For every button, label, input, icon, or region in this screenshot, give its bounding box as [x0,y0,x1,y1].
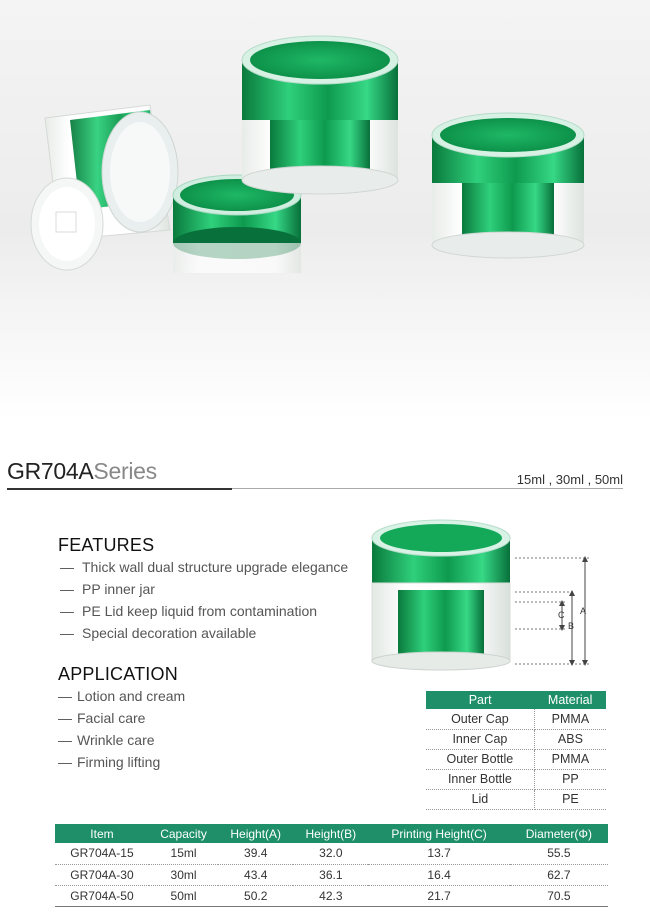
table-row [426,709,606,729]
column-header: Height(B) [293,824,368,843]
dimension-label-c: C [558,610,565,620]
list-item: — Special decoration available [60,625,257,641]
application-text: Lotion and cream [77,688,186,704]
table-cell: 39.4 [218,843,293,864]
table-cell: 50ml [149,885,218,906]
column-header: Height(A) [218,824,293,843]
features-list [60,556,348,644]
series-title [7,458,157,485]
feature-text: Special decoration available [82,625,257,641]
spec-table [55,824,608,907]
table-cell: GR704A-15 [55,843,149,864]
table-row [55,864,608,885]
open-lid [31,178,103,270]
jar-dimension-drawing [360,510,610,680]
list-item: — Thick wall dual structure upgrade elegance [60,559,349,575]
features-heading: FEATURES [58,535,155,555]
series-code: GR704A [7,458,94,484]
table-cell: PMMA [534,749,606,769]
table-row [426,729,606,749]
table-cell: Inner Cap [426,729,534,749]
table-row [426,789,606,809]
table-header-row [55,824,608,843]
title-rule [232,488,623,489]
table-cell: PP [534,769,606,789]
feature-text: PE Lid keep liquid from contamination [82,603,318,619]
table-cell: 21.7 [368,885,509,906]
application-list [58,685,185,773]
table-cell: 16.4 [368,864,509,885]
table-cell: ABS [534,729,606,749]
application-heading: APPLICATION [58,664,178,684]
table-cell: PMMA [534,709,606,729]
table-cell: Outer Cap [426,709,534,729]
column-header: Printing Height(C) [368,824,509,843]
column-header: Diameter(Φ) [510,824,608,843]
list-item: — PE Lid keep liquid from contamination [60,603,318,619]
table-cell: 62.7 [510,864,608,885]
table-cell: 15ml [149,843,218,864]
table-cell: 13.7 [368,843,509,864]
capacity-list: 15ml , 30ml , 50ml [516,472,623,487]
table-cell: 36.1 [293,864,368,885]
column-header: Item [55,824,149,843]
series-suffix: Series [93,458,157,484]
table-cell: 32.0 [293,843,368,864]
table-cell: 42.3 [293,885,368,906]
column-header: Material [534,691,606,709]
dimension-diagram [360,510,610,680]
list-item: — PP inner jar [60,581,155,597]
application-text: Firming lifting [77,754,161,770]
table-cell: 50.2 [218,885,293,906]
table-cell: 70.5 [510,885,608,906]
table-cell: Lid [426,789,534,809]
table-cell: GR704A-30 [55,864,149,885]
jar-illustration [0,0,650,420]
application-text: Wrinkle care [77,732,155,748]
table-cell: 55.5 [510,843,608,864]
table-cell: PE [534,789,606,809]
table-row [55,843,608,864]
table-cell: Inner Bottle [426,769,534,789]
feature-text: Thick wall dual structure upgrade elegance [82,559,349,575]
title-underline [7,488,232,490]
application-text: Facial care [77,710,146,726]
dimension-label-b: B [568,621,575,631]
table-cell: Outer Bottle [426,749,534,769]
table-row [55,885,608,906]
tall-jar [242,36,398,194]
table-cell: GR704A-50 [55,885,149,906]
column-header: Capacity [149,824,218,843]
feature-text: PP inner jar [82,581,155,597]
table-header-row [426,691,606,709]
table-cell: 30ml [149,864,218,885]
table-row [426,769,606,789]
column-header: Part [426,691,534,709]
material-table [426,691,606,810]
product-photo [0,0,650,420]
list-item: — Facial care [58,710,146,726]
list-item: — Lotion and cream [58,688,186,704]
series-title-row [7,458,623,490]
dimension-label-a: A [580,606,587,616]
list-item: — Wrinkle care [58,732,155,748]
right-jar [432,113,584,258]
list-item: — Firming lifting [58,754,161,770]
table-cell: 43.4 [218,864,293,885]
table-row [426,749,606,769]
